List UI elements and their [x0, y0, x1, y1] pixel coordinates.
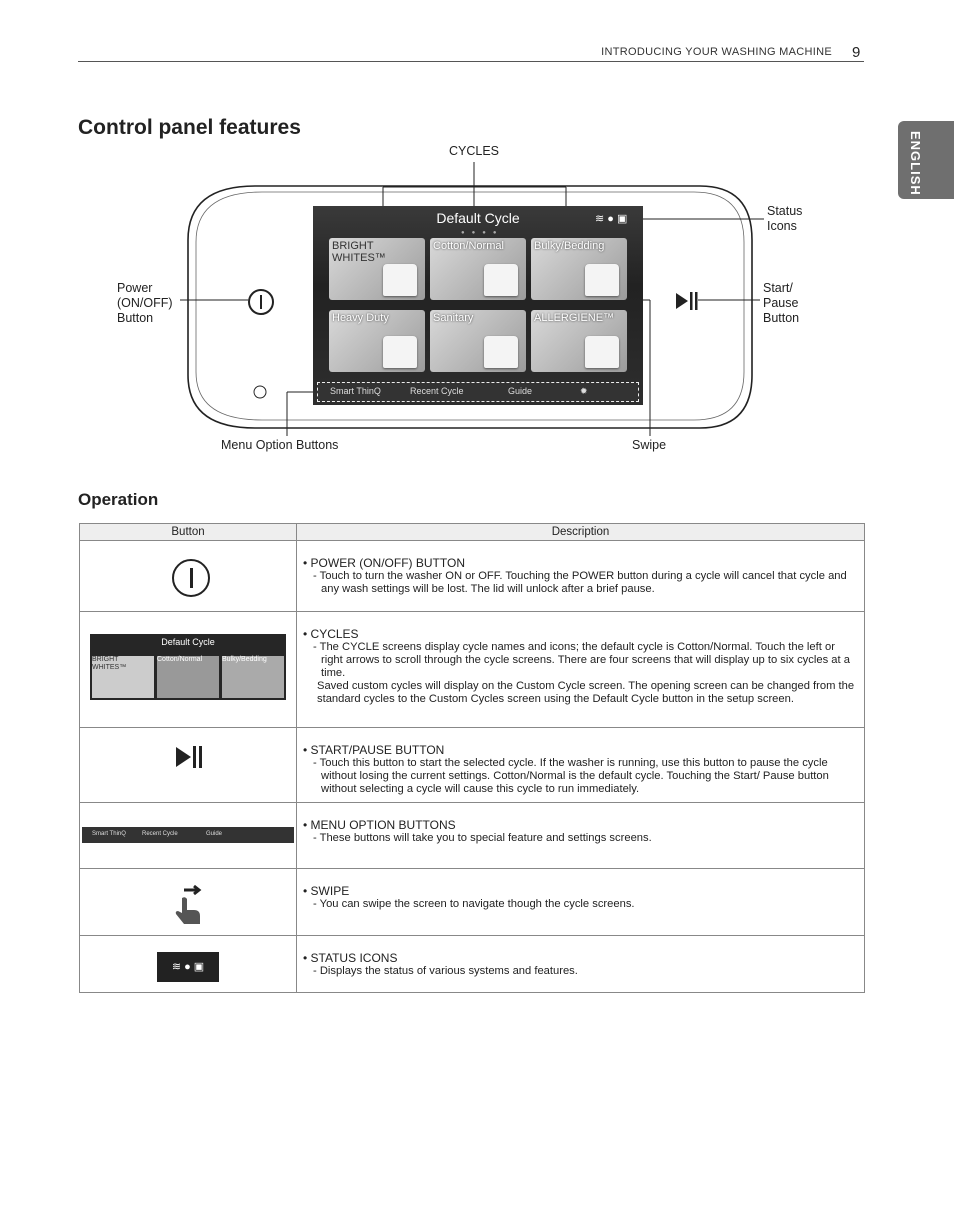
swipe-hand-icon: [172, 882, 206, 926]
tile-bulky-bedding[interactable]: Bulky/Bedding: [531, 238, 627, 300]
tile-heavy-duty[interactable]: Heavy Duty: [329, 310, 425, 372]
gear-icon[interactable]: ✹: [580, 386, 588, 396]
callout-start-pause: Start/ Pause Button: [763, 281, 800, 325]
shirt-icon: [383, 264, 417, 296]
allergiene-icon: [585, 336, 619, 368]
page-dots: ●●●●: [461, 230, 504, 236]
row-swipe: • SWIPE - You can swipe the screen to navigate though the cycle screens.: [297, 869, 865, 936]
callout-menu-options: Menu Option Buttons: [221, 438, 339, 452]
menu-smart-thinq[interactable]: Smart ThinQ: [330, 386, 381, 396]
col-button: Button: [80, 524, 297, 541]
cotton-icon: [484, 264, 518, 296]
tile-cotton-normal[interactable]: Cotton/Normal: [430, 238, 526, 300]
menu-bar-thumbnail: Smart ThinQ Recent Cycle Guide: [82, 827, 294, 843]
callout-power: Power (ON/OFF) Button: [117, 281, 173, 325]
language-tab-label: ENGLISH: [908, 131, 923, 196]
power-icon-cell: [80, 541, 297, 612]
status-icon-cell: [80, 936, 297, 993]
control-screen: [313, 206, 643, 405]
row-menu-option: • MENU OPTION BUTTONS - These buttons will take you to special feature and settings screens.: [297, 803, 865, 869]
row-power: • POWER (ON/OFF) BUTTON - Touch to turn the washer ON or OFF. Touching the POWER button during a cycle will cancel that cycle and any wash settings will be lost. The lid will unlock after a brief pause.: [297, 541, 865, 612]
wifi-icon: ≋ ● ▣: [595, 213, 628, 225]
page-title: Control panel features: [78, 116, 301, 139]
play-pause-icon: [174, 745, 204, 769]
callout-cycles: CYCLES: [449, 144, 500, 158]
bedding-icon: [585, 264, 619, 296]
col-description: Description: [297, 524, 865, 541]
menu-guide[interactable]: Guide: [508, 386, 533, 396]
section-header: INTRODUCING YOUR WASHING MACHINE: [601, 46, 832, 58]
status-icons-thumbnail: ≋ ● ▣: [157, 952, 219, 982]
row-start-pause: • START/PAUSE BUTTON - Touch this button to start the selected cycle. If the washer is running, use this button to pause the cycle without losing the current settings. Cotton/Normal is the default cycle. Touching the Start/ Pause button without selecting a cycle will cause this cycle to run immediately.: [297, 728, 865, 803]
power-icon: [172, 559, 210, 597]
page-number: 9: [852, 44, 861, 61]
tile-bright-whites[interactable]: BRIGHT WHITES™: [329, 238, 425, 300]
row-status-icons: • STATUS ICONS - Displays the status of various systems and features.: [297, 936, 865, 993]
cycle-screen-thumbnail: Default Cycle BRIGHT WHITES™ Cotton/Normal Bulky/Bedding: [90, 634, 286, 700]
operation-table: [79, 523, 865, 993]
swipe-icon-cell: [80, 869, 297, 936]
cycles-icon-cell: [80, 612, 297, 728]
row-cycles: • CYCLES - The CYCLE screens display cycle names and icons; the default cycle is Cotton/Normal. Touch the left or right arrows to scroll through the cycle screens. There are four screens that will display up to six cycles at a time. Saved custom cycles will display on the Custom Cycle screen. The opening screen can be changed from the standard cycles to the Custom Cycles screen using the Default Cycle button in the setup screen.: [297, 612, 865, 728]
menu-bar: [317, 382, 639, 402]
start-pause-icon-cell: [80, 728, 297, 803]
tile-allergiene[interactable]: ALLERGIENE™: [531, 310, 627, 372]
tshirt-thermometer-icon: [484, 336, 518, 368]
tshirt-icon: [383, 336, 417, 368]
operation-title: Operation: [78, 490, 159, 509]
callout-swipe: Swipe: [632, 438, 667, 452]
callout-status-icons: Status Icons: [767, 204, 803, 233]
screen-title: Default Cycle: [436, 210, 520, 226]
menu-recent-cycle[interactable]: Recent Cycle: [410, 386, 464, 396]
tile-sanitary[interactable]: Sanitary: [430, 310, 526, 372]
menu-icon-cell: [80, 803, 297, 869]
power-icon[interactable]: [248, 289, 274, 315]
